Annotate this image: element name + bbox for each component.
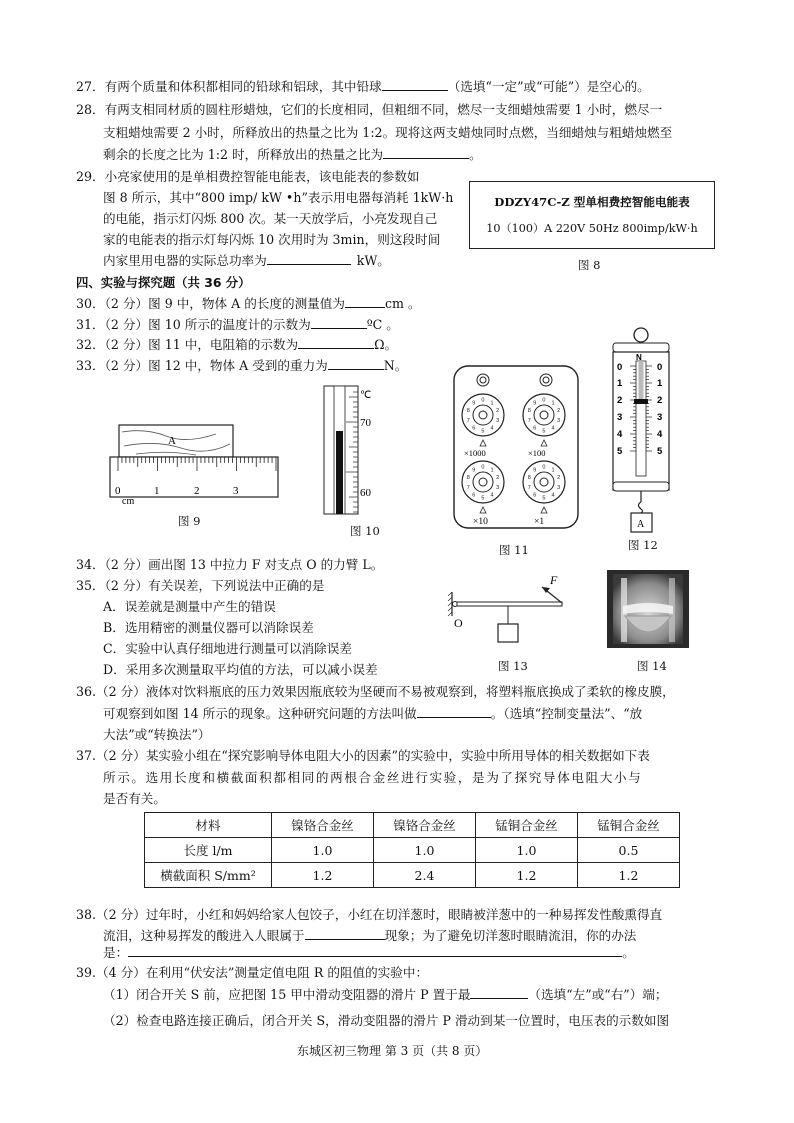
q30-line — [76, 295, 421, 313]
q32-blank[interactable] — [298, 336, 374, 349]
svg-text:1: 1 — [490, 467, 494, 474]
liquid-column — [336, 431, 343, 514]
q33-blank[interactable] — [328, 357, 384, 370]
q29-line-1: 29．小亮家使用的是单相费控智能电能表，该电能表的参数如 — [76, 169, 420, 184]
table-header: 锰铜合金丝 — [476, 813, 578, 838]
svg-text:1: 1 — [551, 400, 555, 407]
q39-p1-text: （1）闭合开关 S 前，应把图 15 甲中滑动变阻器的滑片 P 置于最 — [103, 987, 471, 1002]
svg-text:0: 0 — [481, 397, 485, 404]
q38-blank-1[interactable] — [305, 927, 385, 940]
q29-line-4: 家的电能表的指示灯每闪烁 10 次用时为 3min，则这段时间 — [103, 232, 441, 247]
table-cell: 1.2 — [272, 863, 374, 888]
figure-10-thermometer — [320, 384, 392, 518]
table-header: 镍铬合金丝 — [374, 813, 476, 838]
svg-text:5: 5 — [481, 495, 485, 502]
q39-stem: 39.（4 分）在利用“伏安法”测量定值电阻 R 的阻值的实验中： — [76, 965, 429, 980]
figure-13-caption: 图 13 — [498, 659, 528, 673]
q29-line-3: 的电能，指示灯闪烁 800 次。某一天放学后，小亮发现自己 — [103, 211, 438, 226]
svg-text:4: 4 — [551, 492, 555, 499]
scale-5-left: 5 — [617, 446, 623, 457]
svg-text:6: 6 — [533, 425, 537, 432]
force-label: F — [550, 573, 558, 587]
q29-line-2: 图 8 所示，其中“800 imp/ kW •h”表示用电器每消耗 1kW·h — [103, 190, 454, 205]
svg-text:8: 8 — [527, 408, 531, 415]
q28-line-3 — [103, 146, 482, 164]
scale-0-left: 0 — [617, 362, 623, 373]
lever-bar — [457, 602, 562, 606]
table-cell: 1.2 — [476, 863, 578, 888]
svg-text:9: 9 — [472, 400, 476, 407]
q28-line-1: 28．有两支相同材质的圆柱形蜡烛，它们的长度相同，但粗细不同，燃尽一支细蜡烛需要 1 小时，燃尽一 — [76, 102, 663, 117]
svg-text:6: 6 — [533, 492, 537, 499]
q29-unit: kW。 — [356, 253, 390, 268]
q37-line-3: 是否有关。 — [103, 791, 166, 806]
q39-p1-options: （选填“左”或“右”）端； — [528, 987, 668, 1002]
table-header-row — [145, 813, 680, 838]
q28-line-2: 支粗蜡烛需要 2 小时，所释放出的热量之比为 1:2。现将这两支蜡烛同时点燃，当细蜡烛与粗蜡烛燃至 — [103, 125, 673, 140]
svg-text:8: 8 — [527, 475, 531, 482]
q33-line — [76, 357, 407, 375]
svg-text:3: 3 — [496, 484, 500, 491]
block-a-label: A — [168, 435, 176, 447]
svg-text:9: 9 — [533, 400, 537, 407]
section-heading: 四、实验与探究题（共 36 分） — [76, 275, 251, 290]
figure-9-ruler — [106, 416, 282, 508]
table-header: 材料 — [145, 813, 272, 838]
table-cell: 1.0 — [374, 838, 476, 863]
q30-unit: cm 。 — [384, 296, 421, 311]
q27-blank[interactable] — [382, 78, 448, 91]
ruler-unit: cm — [122, 496, 135, 507]
scale-1-left: 1 — [617, 378, 623, 389]
svg-text:7: 7 — [466, 417, 470, 424]
tick-3: 3 — [233, 485, 239, 497]
svg-text:3: 3 — [557, 417, 561, 424]
q29-text: 内家里用电器的实际总功率为 — [103, 253, 267, 268]
block-a — [119, 425, 233, 457]
table-cell: 1.0 — [476, 838, 578, 863]
conductor-table — [144, 812, 680, 888]
svg-text:3: 3 — [557, 484, 561, 491]
scale-3-right: 3 — [657, 412, 663, 423]
svg-text:1: 1 — [490, 400, 494, 407]
thermo-60: 60 — [360, 487, 371, 499]
q36-line-1: 36.（2 分）液体对饮料瓶底的压力效果因瓶底较为坚硬而不易被观察到，将塑料瓶底换成了柔软的橡皮膜， — [76, 684, 675, 699]
table-cell: 1.2 — [578, 863, 680, 888]
svg-text:9: 9 — [472, 467, 476, 474]
q36-line-2 — [103, 705, 642, 723]
q33-text: 33．（2 分）图 12 中，物体 A 受到的重力为 — [76, 358, 328, 373]
scale-2-right: 2 — [657, 395, 663, 406]
svg-text:0: 0 — [481, 464, 485, 471]
q35-stem: 35．（2 分）有关误差，下列说法中正确的是 — [76, 578, 325, 593]
figure-12-caption: 图 12 — [628, 538, 658, 552]
q38-text-2: 现象；为了避免切洋葱时眼睛流泪，你的办法 — [384, 928, 637, 943]
q35-option-d[interactable]: D．采用多次测量取平均值的方法，可以减小误差 — [103, 662, 378, 677]
svg-text:2: 2 — [496, 408, 500, 415]
q35-option-a[interactable]: A．误差就是测量中产生的错误 — [103, 599, 276, 614]
table-cell: 横截面积 S/mm² — [145, 863, 272, 888]
q38-blank-2[interactable] — [128, 944, 622, 957]
q37-line-2: 所示。选用长度和横截面积都相同的两根合金丝进行实验，是为了探究导体电阻大小与 — [103, 770, 643, 785]
figure-14-caption: 图 14 — [637, 659, 667, 673]
scale-5-right: 5 — [657, 446, 663, 457]
figure-11-resistance-box — [452, 364, 582, 532]
table-cell: 2.4 — [374, 863, 476, 888]
svg-text:4: 4 — [551, 425, 555, 432]
svg-text:2: 2 — [557, 475, 561, 482]
figure-9-caption: 图 9 — [178, 514, 201, 528]
svg-text:4: 4 — [490, 492, 494, 499]
q38-line-1: 38.（2 分）过年时，小红和妈妈给家人包饺子，小红在切洋葱时，眼睛被洋葱中的一种易挥发性酸熏得直 — [76, 907, 663, 922]
q29-blank[interactable] — [267, 252, 351, 265]
table-header: 镍铬合金丝 — [272, 813, 374, 838]
figure-12-spring-scale — [608, 326, 674, 536]
q34-line: 34．（2 分）画出图 13 中拉力 F 对支点 O 的力臂 L。 — [76, 557, 384, 572]
scale-ring — [634, 328, 648, 342]
figure-8-caption: 图 8 — [578, 258, 601, 272]
q38-line-3 — [103, 944, 635, 962]
q31-line — [76, 316, 399, 334]
hanging-weight — [498, 624, 518, 642]
q31-unit: ºC 。 — [366, 317, 399, 332]
pivot-label: O — [454, 616, 463, 630]
scale-0-right: 0 — [657, 362, 663, 373]
scale-1-right: 1 — [657, 378, 663, 389]
table-cell: 0.5 — [578, 838, 680, 863]
meter-params: 10（100）A 220V 50Hz 800imp/kW·h — [486, 222, 698, 235]
q39-part-2: （2）检查电路连接正确后，闭合开关 S，滑动变阻器的滑片 P 滑动到某一位置时，电压表的示数如图 — [103, 1013, 670, 1028]
q39-blank[interactable] — [470, 986, 528, 999]
svg-text:8: 8 — [466, 475, 470, 482]
svg-text:9: 9 — [533, 467, 537, 474]
dial-1000-label: ×1000 — [464, 448, 486, 458]
figure-8-meter — [469, 181, 715, 249]
q28-period: 。 — [469, 147, 482, 162]
svg-text:5: 5 — [542, 428, 546, 435]
svg-text:2: 2 — [496, 475, 500, 482]
q28-blank[interactable] — [383, 146, 469, 159]
scale-2-left: 2 — [617, 395, 623, 406]
scale-3-left: 3 — [617, 412, 623, 423]
scale-4-right: 4 — [657, 429, 663, 440]
q33-unit: N。 — [383, 358, 408, 373]
scale-4-left: 4 — [617, 429, 623, 440]
thermo-70: 70 — [360, 417, 371, 429]
weight-label: A — [637, 519, 645, 530]
meter-title: DDZY47C-Z 型单相费控智能电能表 — [494, 195, 690, 209]
scale-unit: N — [636, 353, 642, 362]
q36-blank[interactable] — [417, 705, 491, 718]
table-cell: 1.0 — [272, 838, 374, 863]
table-cell: 长度 l/m — [145, 838, 272, 863]
figure-13-lever — [446, 570, 570, 650]
q38-period: 。 — [622, 945, 635, 960]
svg-text:7: 7 — [527, 417, 531, 424]
q27-line — [76, 78, 650, 96]
svg-text:7: 7 — [527, 484, 531, 491]
q28-text: 剩余的长度之比为 1:2 时，所释放出的热量之比为 — [103, 147, 384, 162]
q37-line-1: 37.（2 分）某实验小组在“探究影响导体电阻大小的因素”的实验中，实验中所用导体的相关数据如下表 — [76, 748, 650, 763]
q30-text: 30．（2 分）图 9 中，物体 A 的长度的测量值为 — [76, 296, 345, 311]
svg-text:7: 7 — [466, 484, 470, 491]
q32-unit: Ω。 — [374, 337, 398, 352]
svg-text:2: 2 — [557, 408, 561, 415]
scale-pointer — [634, 399, 648, 404]
figure-14-photo — [607, 570, 689, 648]
svg-text:6: 6 — [472, 425, 476, 432]
q39-part-1 — [103, 986, 668, 1004]
q38-answer-label: 是： — [103, 945, 129, 960]
tick-2: 2 — [194, 485, 200, 497]
q35-option-c[interactable]: C．实验中认真仔细地进行测量可以消除误差 — [103, 641, 352, 656]
figure-11-caption: 图 11 — [499, 543, 529, 557]
svg-text:3: 3 — [496, 417, 500, 424]
q32-text: 32．（2 分）图 11 中，电阻箱的示数为 — [76, 337, 299, 352]
svg-text:4: 4 — [490, 425, 494, 432]
dial-10-label: ×10 — [473, 517, 488, 527]
figure-10-caption: 图 10 — [350, 524, 380, 538]
tick-0: 0 — [115, 485, 121, 497]
svg-text:6: 6 — [472, 492, 476, 499]
page-footer: 东城区初三物理 第 3 页（共 8 页） — [297, 1044, 488, 1058]
q27-text: 27．有两个质量和体积都相同的铅球和铝球，其中铅球 — [76, 79, 382, 94]
svg-text:0: 0 — [542, 464, 546, 471]
svg-text:0: 0 — [542, 397, 546, 404]
q35-option-b[interactable]: B．选用精密的测量仪器可以消除误差 — [103, 620, 314, 635]
svg-text:5: 5 — [481, 428, 485, 435]
svg-text:8: 8 — [466, 408, 470, 415]
q38-text: 流泪，这种易挥发的酸进入人眼属于 — [103, 928, 305, 943]
q36-text: 可观察到如图 14 所示的现象。这种研究问题的方法叫做 — [103, 706, 417, 721]
q30-blank[interactable] — [345, 295, 385, 308]
q29-line-5 — [103, 252, 390, 270]
q38-line-2 — [103, 927, 636, 945]
q36-line-3: 大法”或“转换法”） — [103, 727, 211, 742]
q32-line — [76, 336, 397, 354]
dial-1-label: ×1 — [534, 517, 545, 527]
q27-text-end: （选填“一定”或“可能”）是空心的。 — [447, 79, 650, 94]
table-row — [145, 863, 680, 888]
table-header: 锰铜合金丝 — [578, 813, 680, 838]
thermo-unit: ℃ — [360, 390, 372, 401]
svg-text:5: 5 — [542, 495, 546, 502]
dial-100-label: ×100 — [528, 448, 546, 458]
table-row — [145, 838, 680, 863]
q31-text: 31．（2 分）图 10 所示的温度计的示数为 — [76, 317, 311, 332]
tick-1: 1 — [154, 485, 160, 497]
q36-options: 。（选填“控制变量法”、“放 — [490, 706, 643, 721]
svg-text:1: 1 — [551, 467, 555, 474]
q31-blank[interactable] — [311, 316, 367, 329]
